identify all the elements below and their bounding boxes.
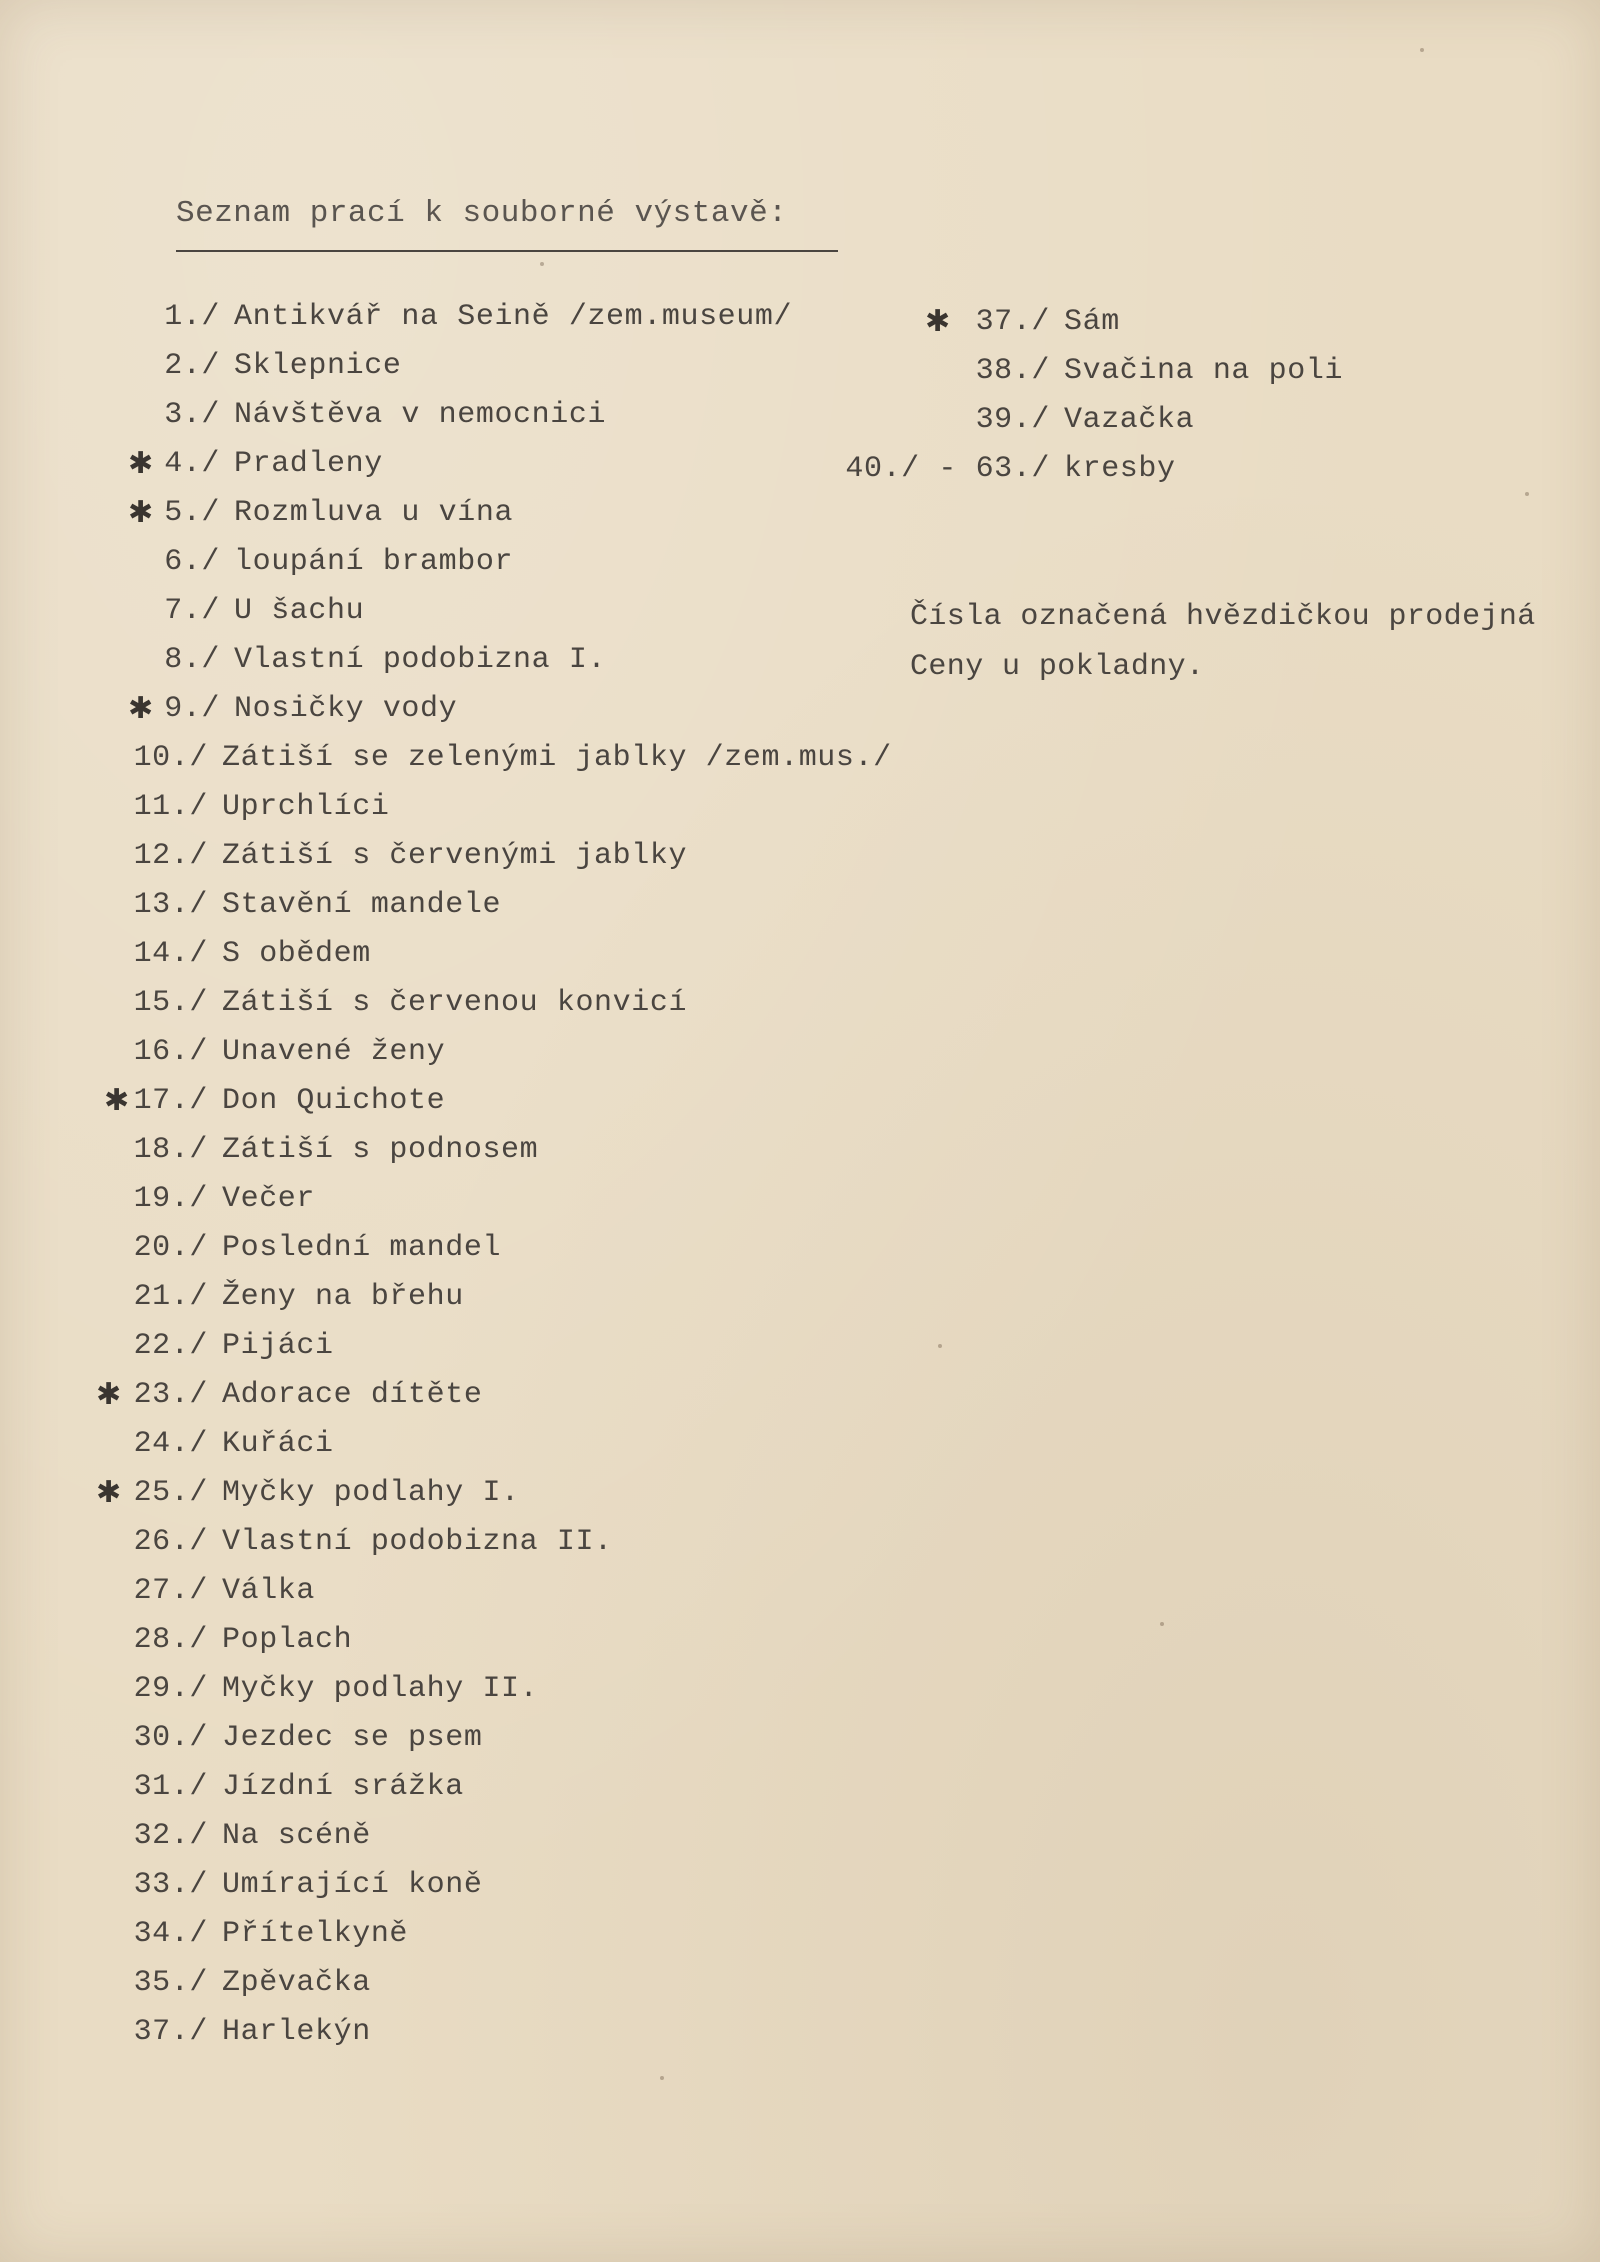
left_column-entry [164,643,606,677]
entry-title: U šachu [234,594,365,628]
left_column-entry [134,1770,464,1804]
entry-number: 31./ [133,1770,208,1804]
left_column-entry [134,1819,371,1853]
asterisk-mark-icon: ✱ [104,1083,130,1118]
entry-title: Vlastní podobizna II. [222,1525,613,1559]
left_column-entry [134,1721,483,1755]
left_column-entry [164,692,457,726]
entry-number: 37./ [133,2015,208,2049]
document-title: Seznam prací k souborné výstavě: [176,196,788,231]
entry-number: 29./ [133,1672,208,1706]
entry-number: 32./ [133,1819,208,1853]
entry-number: 28./ [133,1623,208,1657]
entry-number: 26./ [133,1525,208,1559]
entry-number: 13./ [133,888,208,922]
left_column-entry [134,1084,446,1118]
entry-title: Poplach [222,1623,353,1657]
entry-title: Na scéně [222,1819,371,1853]
asterisk-mark-icon: ✱ [925,304,951,339]
entry-title: Večer [222,1182,316,1216]
left_column-entry [134,888,501,922]
left_column-entry [134,1868,483,1902]
entry-title: Zátiší s červenou konvicí [222,986,688,1020]
entry-title: Ženy na břehu [222,1280,464,1314]
entry-number: 33./ [133,1868,208,1902]
asterisk-mark-icon: ✱ [128,446,154,481]
entry-number: 16./ [133,1035,208,1069]
asterisk-mark-icon: ✱ [96,1377,122,1412]
entry-number: 14./ [133,937,208,971]
left_column-entry [134,1574,315,1608]
entry-title: Svačina na poli [1064,354,1344,388]
entry-title: Adorace dítěte [222,1378,483,1412]
entry-title: Sám [1064,305,1120,339]
paper-speck [660,2076,664,2080]
left_column-entry [134,937,371,971]
entry-title: Harlekýn [222,2015,371,2049]
entry-title: Jízdní srážka [222,1770,464,1804]
entry-number: 10./ [133,741,208,775]
entry-title: Přítelkyně [222,1917,409,1951]
entry-number: 21./ [133,1280,208,1314]
entry-number: 12./ [133,839,208,873]
title-underline [176,250,838,252]
entry-title: Nosičky vody [234,692,458,726]
entry-title: Zátiší s červenými jablky [222,839,688,873]
entry-number: 23./ [133,1378,208,1412]
left_column-entry [134,1966,371,2000]
left_column-entry [164,545,513,579]
entry-number: 5./ [164,496,220,530]
entry-number: 20./ [133,1231,208,1265]
entry-title: Zátiší s podnosem [222,1133,539,1167]
entry-title: Jezdec se psem [222,1721,483,1755]
right_column-entry [845,452,1175,486]
entry-title: Pijáci [222,1329,334,1363]
entry-title: Rozmluva u vína [234,496,514,530]
left_column-entry [134,1427,334,1461]
right_column-entry [976,354,1343,388]
entry-number: 15./ [133,986,208,1020]
entry-title: Zátiší se zelenými jablky /zem.mus./ [222,741,892,775]
entry-number: 27./ [133,1574,208,1608]
left_column-entry [134,2015,371,2049]
left_column-entry [134,1476,520,1510]
entry-title: Umírající koně [222,1868,483,1902]
entry-number: 38./ [975,354,1050,388]
entry-title: kresby [1064,452,1176,486]
entry-title: loupání brambor [234,545,514,579]
left_column-entry [134,1672,539,1706]
entry-number: 22./ [133,1329,208,1363]
entry-title: Sklepnice [234,349,402,383]
asterisk-mark-icon: ✱ [96,1475,122,1510]
left_column-entry [134,1525,613,1559]
entry-number: 35./ [133,1966,208,2000]
entry-title: Vazačka [1064,403,1195,437]
right_column-entry [976,305,1120,339]
entry-title: Poslední mandel [222,1231,502,1265]
left_column-entry [134,986,688,1020]
left_column-entry [134,790,390,824]
entry-title: Pradleny [234,447,383,481]
entry-number: 2./ [164,349,220,383]
entry-title: Kuřáci [222,1427,334,1461]
entry-title: Válka [222,1574,316,1608]
entry-number: 37./ [975,305,1050,339]
left_column-entry [134,1133,539,1167]
note-line-2: Ceny u pokladny. [910,650,1205,684]
entry-number: 40./ - 63./ [845,452,1050,486]
entry-title: Don Quichote [222,1084,446,1118]
entry-number: 7./ [164,594,220,628]
entry-number: 11./ [133,790,208,824]
left_column-entry [134,1329,334,1363]
entry-title: Uprchlíci [222,790,390,824]
note-line-1: Čísla označená hvězdičkou prodejná [910,600,1536,634]
entry-title: Unavené ženy [222,1035,446,1069]
entry-number: 1./ [164,300,220,334]
entry-title: Myčky podlahy II. [222,1672,539,1706]
entry-title: Zpěvačka [222,1966,371,2000]
entry-number: 4./ [164,447,220,481]
entry-title: Vlastní podobizna I. [234,643,607,677]
left_column-entry [134,1182,315,1216]
left_column-entry [164,398,606,432]
left_column-entry [164,300,792,334]
left_column-entry [134,1231,501,1265]
entry-number: 6./ [164,545,220,579]
entry-number: 9./ [164,692,220,726]
entry-title: Návštěva v nemocnici [234,398,607,432]
entry-title: Antikvář na Seině /zem.museum/ [234,300,793,334]
paper-speck [1420,48,1424,52]
entry-title: Stavění mandele [222,888,502,922]
left_column-entry [164,496,513,530]
left_column-entry [134,1378,483,1412]
left_column-entry [164,349,401,383]
entry-number: 25./ [133,1476,208,1510]
entry-number: 34./ [133,1917,208,1951]
paper-speck [1525,492,1529,496]
entry-number: 18./ [133,1133,208,1167]
left_column-entry [134,1623,353,1657]
entry-number: 3./ [164,398,220,432]
paper-speck [540,262,544,266]
entry-number: 17./ [133,1084,208,1118]
left_column-entry [134,1035,446,1069]
entry-number: 30./ [133,1721,208,1755]
paper-speck [1160,1622,1164,1626]
asterisk-mark-icon: ✱ [128,691,154,726]
entry-title: S obědem [222,937,371,971]
left_column-entry [164,447,383,481]
left_column-entry [134,1280,464,1314]
left_column-entry [134,1917,408,1951]
entry-number: 24./ [133,1427,208,1461]
entry-number: 19./ [133,1182,208,1216]
left_column-entry [134,839,688,873]
entry-number: 8./ [164,643,220,677]
entry-number: 39./ [975,403,1050,437]
right_column-entry [976,403,1195,437]
asterisk-mark-icon: ✱ [128,495,154,530]
entry-title: Myčky podlahy I. [222,1476,520,1510]
left_column-entry [164,594,364,628]
paper-speck [938,1344,942,1348]
left_column-entry [134,741,892,775]
